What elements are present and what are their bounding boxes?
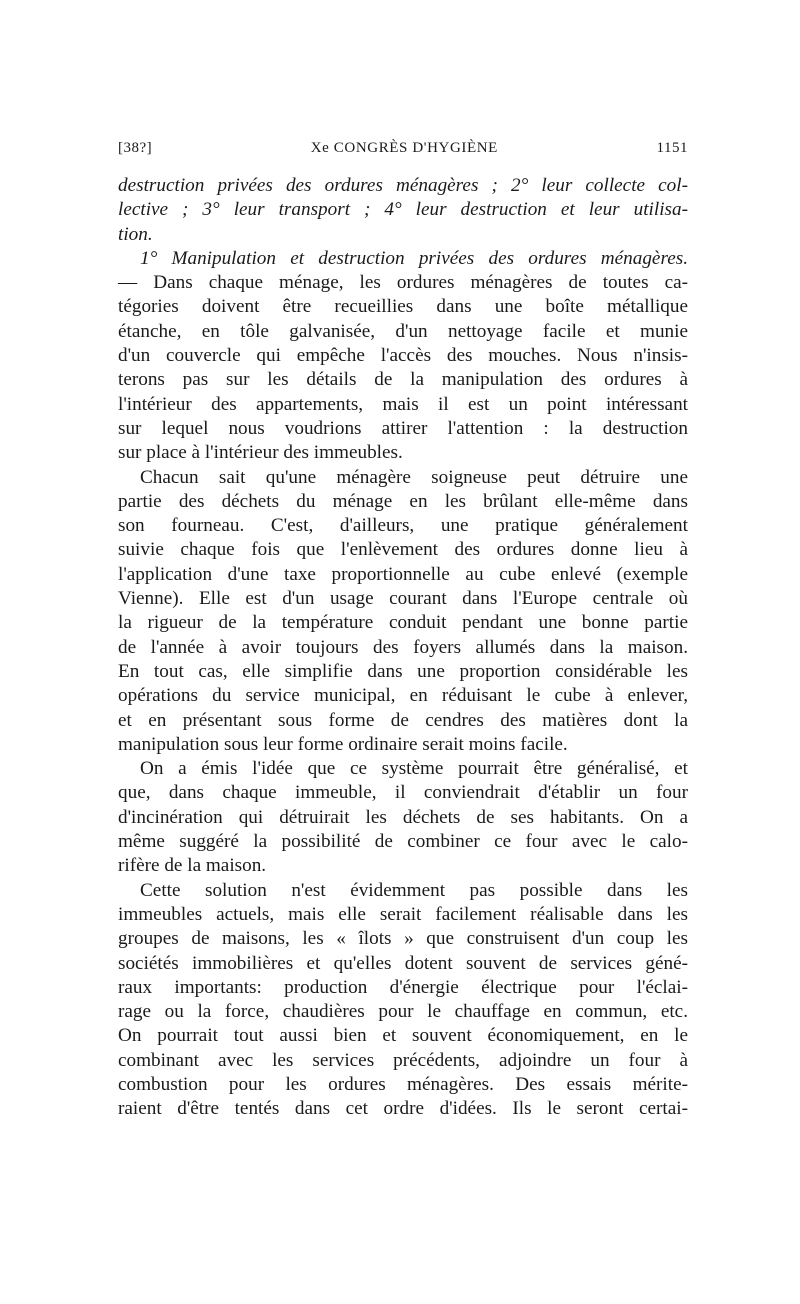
paragraph xyxy=(118,757,688,878)
text-line: terons pas sur les détails de la manipulation des ordures à xyxy=(118,369,688,391)
text-line: la rigueur de la température conduit pendant une bonne partie xyxy=(118,612,688,634)
paragraph xyxy=(118,466,688,758)
text-line: — Dans chaque ménage, les ordures ménagères de toutes ca- xyxy=(118,272,688,294)
text-line: rifère de la maison. xyxy=(118,855,267,877)
text-line: sur lequel nous voudrions attirer l'attention : la destruction xyxy=(118,417,688,439)
text-line: l'intérieur des appartements, mais il est un point intéressant xyxy=(118,393,688,415)
text-line: lective ; 3° leur transport ; 4° leur destruction et leur utilisa- xyxy=(118,199,688,221)
paragraph xyxy=(118,879,688,1122)
page-number: 1151 xyxy=(656,140,688,156)
text-line: combustion pour les ordures ménagères. Des essais mérite- xyxy=(118,1073,688,1095)
header-title: Xe CONGRÈS D'HYGIÈNE xyxy=(310,140,498,156)
text-line: Cette solution n'est évidemment pas possible dans les xyxy=(140,879,688,901)
text-line: d'un couvercle qui empêche l'accès des mouches. Nous n'insis- xyxy=(118,345,688,367)
text-line: suivie chaque fois que l'enlèvement des ordures donne lieu à xyxy=(118,539,688,561)
running-header xyxy=(118,140,688,162)
text-line: tion. xyxy=(118,223,153,245)
text-line: groupes de maisons, les « îlots » que construisent d'un coup les xyxy=(118,928,688,950)
paragraph xyxy=(118,247,688,466)
text-line: partie des déchets du ménage en les brûlant elle-même dans xyxy=(118,490,688,512)
text-line: l'application d'une taxe proportionnelle au cube enlevé (exemple xyxy=(118,563,688,585)
text-line: sociétés immobilières et qu'elles dotent souvent de services géné- xyxy=(118,952,688,974)
book-page xyxy=(118,140,688,1122)
text-line: combinant avec les services précédents, adjoindre un four à xyxy=(118,1049,688,1071)
text-line: raux importants: production d'énergie électrique pour l'éclai- xyxy=(118,976,688,998)
text-line: et en présentant sous forme de cendres des matières dont la xyxy=(118,709,688,731)
text-line: En tout cas, elle simplifie dans une proportion considérable les xyxy=(118,660,688,682)
paragraph xyxy=(118,174,688,247)
text-line: destruction privées des ordures ménagères ; 2° leur collecte col- xyxy=(118,175,688,196)
text-line: que, dans chaque immeuble, il conviendrait d'établir un four xyxy=(118,782,688,804)
text-line: On a émis l'idée que ce système pourrait être généralisé, et xyxy=(140,758,688,780)
text-line: de l'année à avoir toujours des foyers allumés dans la maison. xyxy=(118,636,688,658)
text-line: d'incinération qui détruirait les déchets de ses habitants. On a xyxy=(118,806,688,828)
body-text xyxy=(118,174,688,1122)
text-line: opérations du service municipal, en réduisant le cube à enlever, xyxy=(118,685,688,707)
text-line: On pourrait tout aussi bien et souvent économiquement, en le xyxy=(118,1025,688,1047)
text-line: manipulation sous leur forme ordinaire serait moins facile. xyxy=(118,733,568,755)
text-line: immeubles actuels, mais elle serait facilement réalisable dans les xyxy=(118,903,688,925)
text-line: même suggéré la possibilité de combiner ce four avec le calo- xyxy=(118,831,688,853)
text-line: Chacun sait qu'une ménagère soigneuse peut détruire une xyxy=(140,466,688,488)
header-bracket-ref: [38?] xyxy=(118,140,153,156)
text-line: rage ou la force, chaudières pour le chauffage en commun, etc. xyxy=(118,1001,688,1023)
text-line: son fourneau. C'est, d'ailleurs, une pratique généralement xyxy=(118,515,688,537)
text-line: étanche, en tôle galvanisée, d'un nettoyage facile et munie xyxy=(118,320,688,342)
text-line: sur place à l'intérieur des immeubles. xyxy=(118,442,403,464)
section-heading: 1° Manipulation et destruction privées des ordures ménagères. xyxy=(140,247,688,269)
text-line: Vienne). Elle est d'un usage courant dans l'Europe centrale où xyxy=(118,588,688,610)
text-line: raient d'être tentés dans cet ordre d'idées. Ils le seront certai- xyxy=(118,1098,688,1120)
text-line: tégories doivent être recueillies dans une boîte métallique xyxy=(118,296,688,318)
